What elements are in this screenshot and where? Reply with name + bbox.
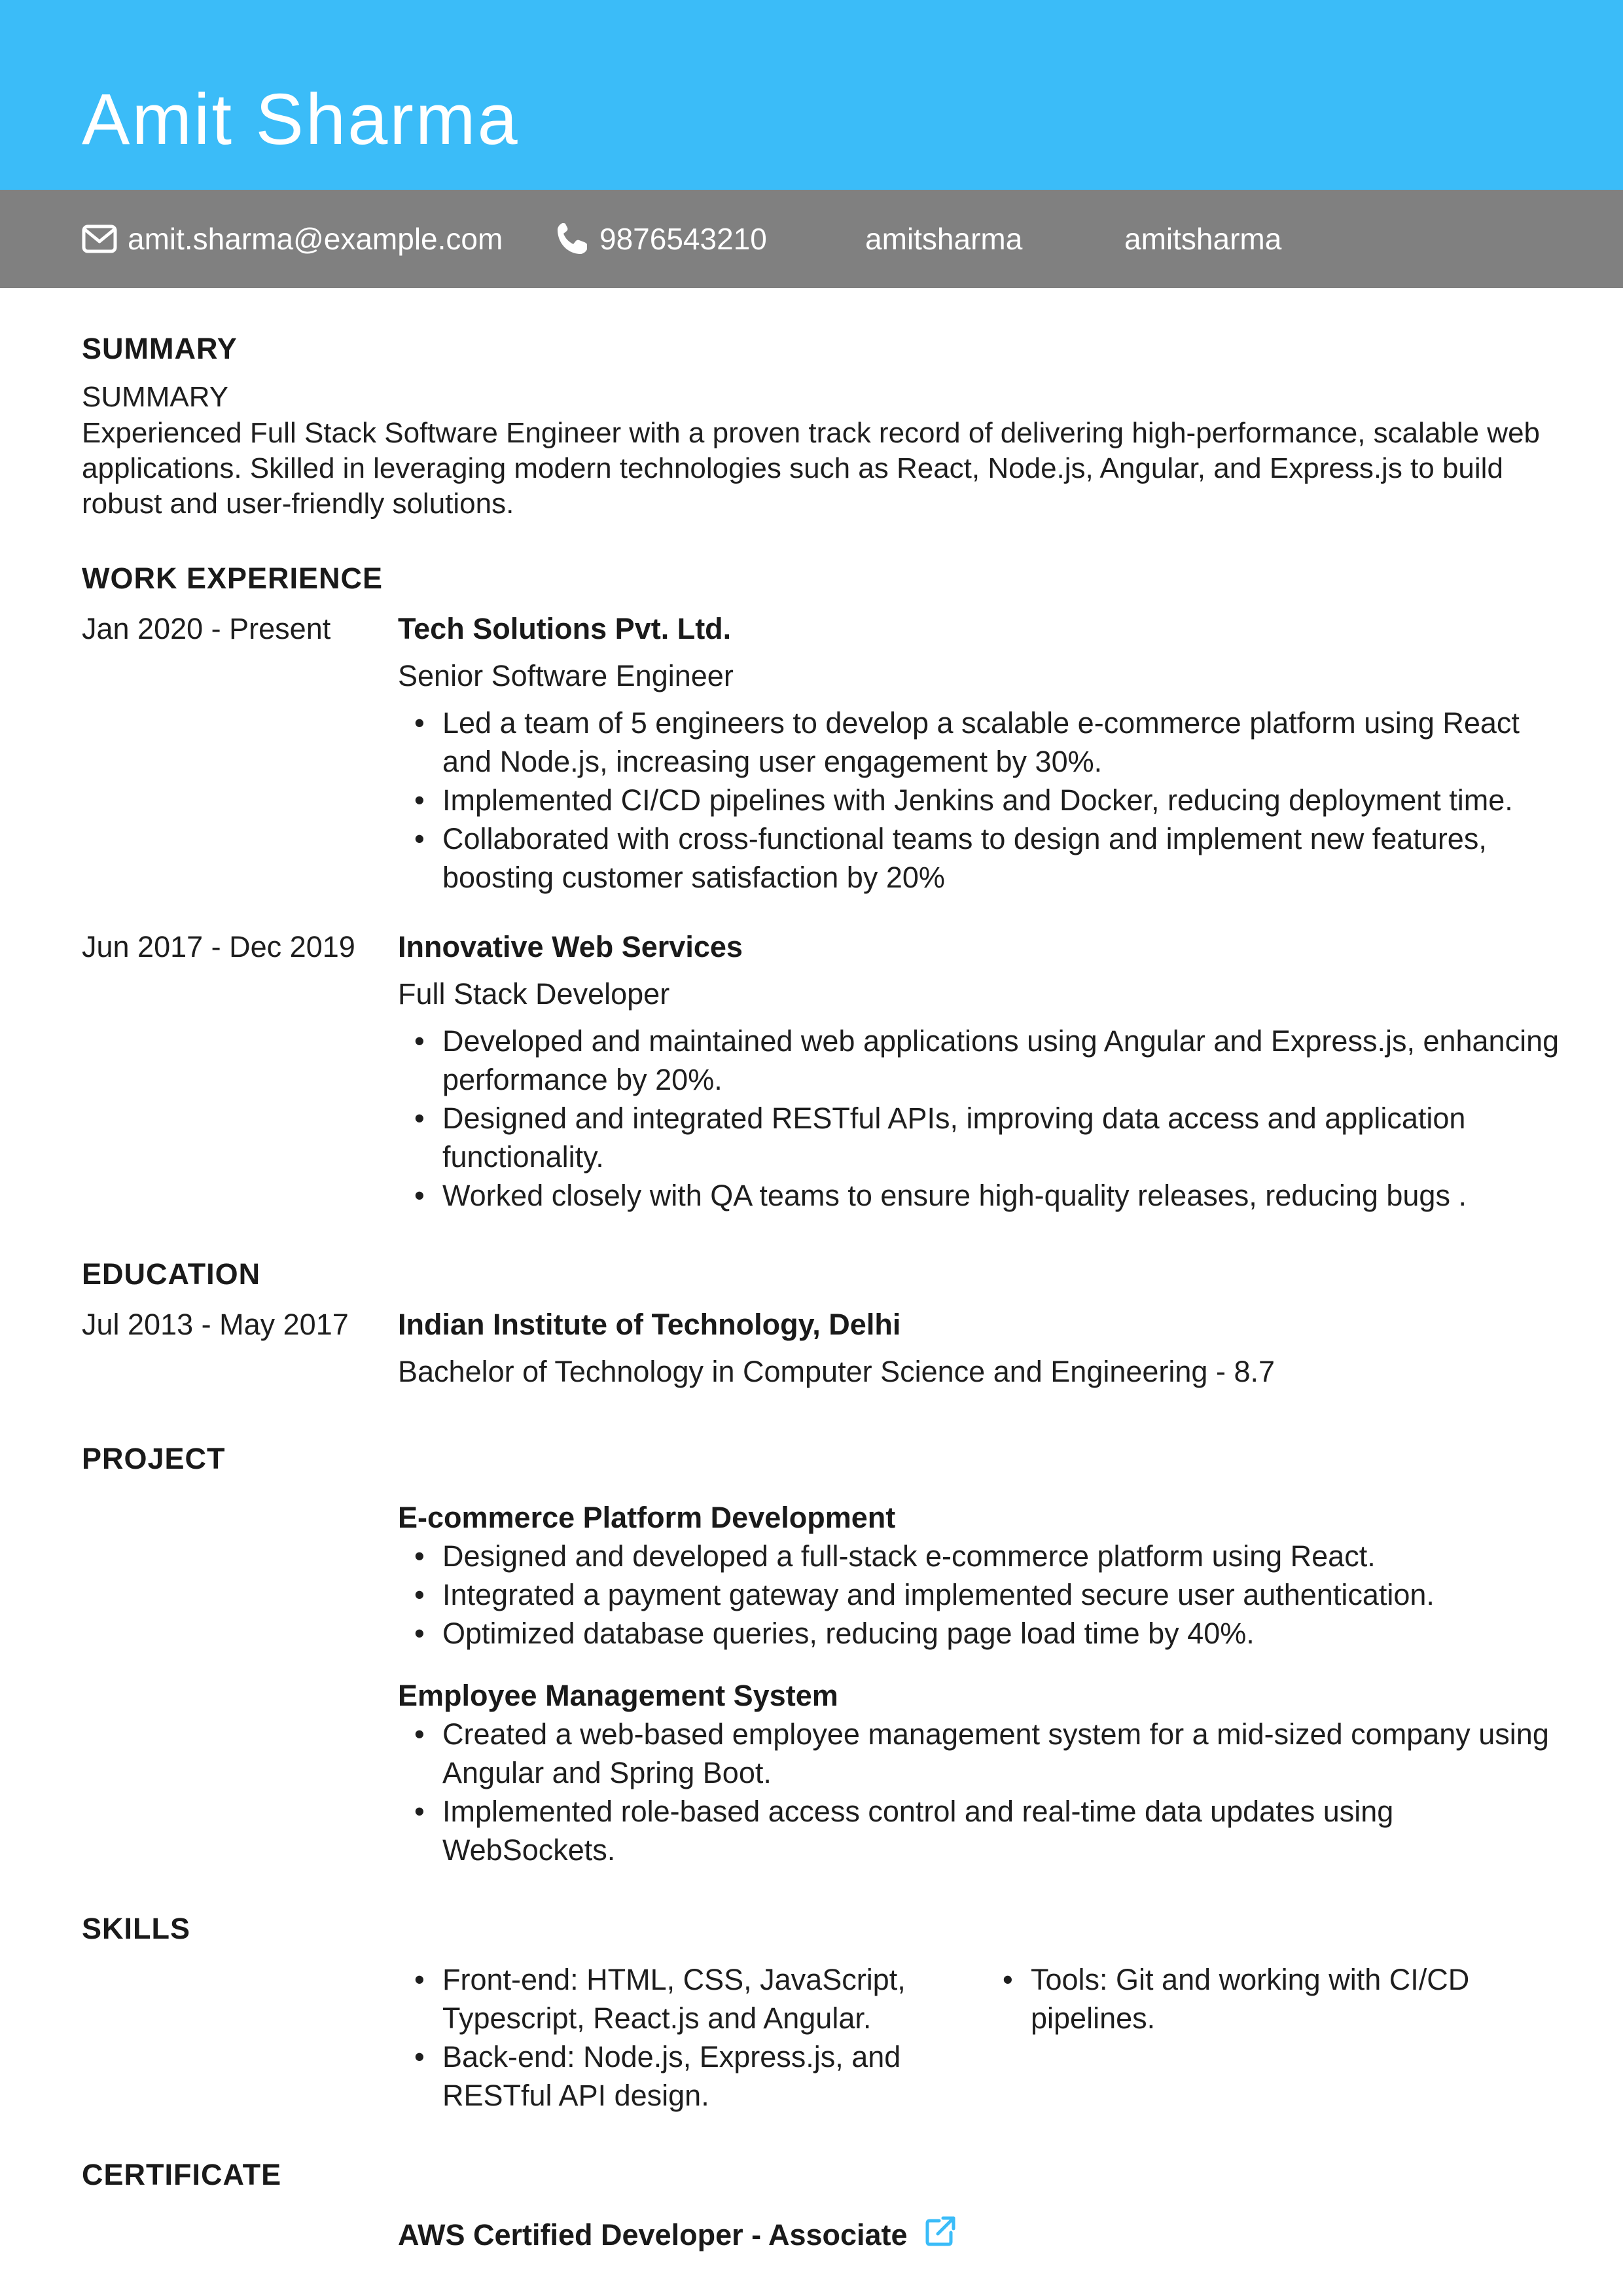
external-link-icon[interactable] [925, 2215, 956, 2254]
summary-subheading: SUMMARY [82, 381, 229, 413]
job-title: Full Stack Developer [398, 977, 670, 1011]
skills-column-2 [986, 1960, 1549, 2037]
phone-icon [555, 221, 589, 257]
list-item: • Tools: Git and working with CI/CD pipelines. [986, 1960, 1549, 2037]
profile-link-1[interactable] [865, 190, 1022, 288]
certificate-entry [398, 2215, 956, 2254]
company-name: Tech Solutions Pvt. Ltd. [398, 612, 732, 645]
list-item: • Led a team of 5 engineers to develop a scalable e-commerce platform using React and Node.js, increasing user engagement by 30%. [398, 704, 1569, 781]
skills-heading: SKILLS [82, 1912, 191, 1945]
job-dates: Jan 2020 - Present [82, 612, 331, 645]
skills-column-1 [398, 1960, 961, 2115]
list-item: • Implemented role-based access control and real-time data updates using WebSockets. [398, 1792, 1569, 1869]
list-item: • Worked closely with QA teams to ensure high-quality releases, reducing bugs . [398, 1176, 1569, 1215]
list-item: • Collaborated with cross-functional teams to design and implement new features, boosting customer satisfaction by 20% [398, 819, 1569, 897]
phone-contact[interactable] [555, 190, 767, 288]
summary-text: Experienced Full Stack Software Engineer with a proven track record of delivering high-performance, scalable web applications. Skilled in leveraging modern technologies such as React, Node.js, Angular, and Express.js to build robust and user-friendly solutions. [82, 417, 1541, 520]
certificate-heading: CERTIFICATE [82, 2158, 282, 2191]
candidate-name: Amit Sharma [82, 79, 520, 160]
degree: Bachelor of Technology in Computer Science and Engineering - 8.7 [398, 1355, 1275, 1388]
job-bullets [398, 704, 1569, 897]
profile-link-2[interactable] [1124, 190, 1281, 288]
project-heading: PROJECT [82, 1442, 226, 1475]
project-name: Employee Management System [398, 1679, 838, 1712]
job-dates: Jun 2017 - Dec 2019 [82, 930, 355, 963]
list-item: • Implemented CI/CD pipelines with Jenkins and Docker, reducing deployment time. [398, 781, 1569, 819]
project-bullets [398, 1715, 1569, 1869]
summary-heading: SUMMARY [82, 332, 238, 365]
list-item: • Back-end: Node.js, Express.js, and RESTful API design. [398, 2037, 961, 2115]
education-heading: EDUCATION [82, 1257, 261, 1291]
company-name: Innovative Web Services [398, 930, 743, 963]
education-dates: Jul 2013 - May 2017 [82, 1308, 349, 1341]
list-item: • Developed and maintained web applications using Angular and Express.js, enhancing performance by 20%. [398, 1022, 1569, 1099]
project-name: E-commerce Platform Development [398, 1501, 896, 1534]
profile-link-2-text: amitsharma [1124, 222, 1282, 256]
contact-bar [0, 190, 1623, 288]
list-item: • Integrated a payment gateway and implemented secure user authentication. [398, 1575, 1569, 1614]
name-header [0, 0, 1623, 190]
phone-text: 9876543210 [599, 222, 767, 256]
job-title: Senior Software Engineer [398, 659, 734, 692]
project-bullets [398, 1537, 1569, 1653]
work-experience-heading: WORK EXPERIENCE [82, 562, 383, 595]
list-item: • Designed and integrated RESTful APIs, improving data access and application functionality. [398, 1099, 1569, 1176]
list-item: • Front-end: HTML, CSS, JavaScript, Typescript, React.js and Angular. [398, 1960, 961, 2037]
list-item: • Designed and developed a full-stack e-commerce platform using React. [398, 1537, 1569, 1575]
school-name: Indian Institute of Technology, Delhi [398, 1308, 901, 1341]
list-item: • Created a web-based employee management system for a mid-sized company using Angular and Spring Boot. [398, 1715, 1569, 1792]
job-bullets [398, 1022, 1569, 1215]
profile-link-1-text: amitsharma [865, 222, 1023, 256]
envelope-icon [82, 224, 117, 253]
certificate-name: AWS Certified Developer - Associate [398, 2217, 908, 2251]
list-item: • Optimized database queries, reducing page load time by 40%. [398, 1614, 1569, 1653]
email-text: amit.sharma@example.com [128, 222, 503, 256]
email-contact[interactable] [82, 190, 503, 288]
